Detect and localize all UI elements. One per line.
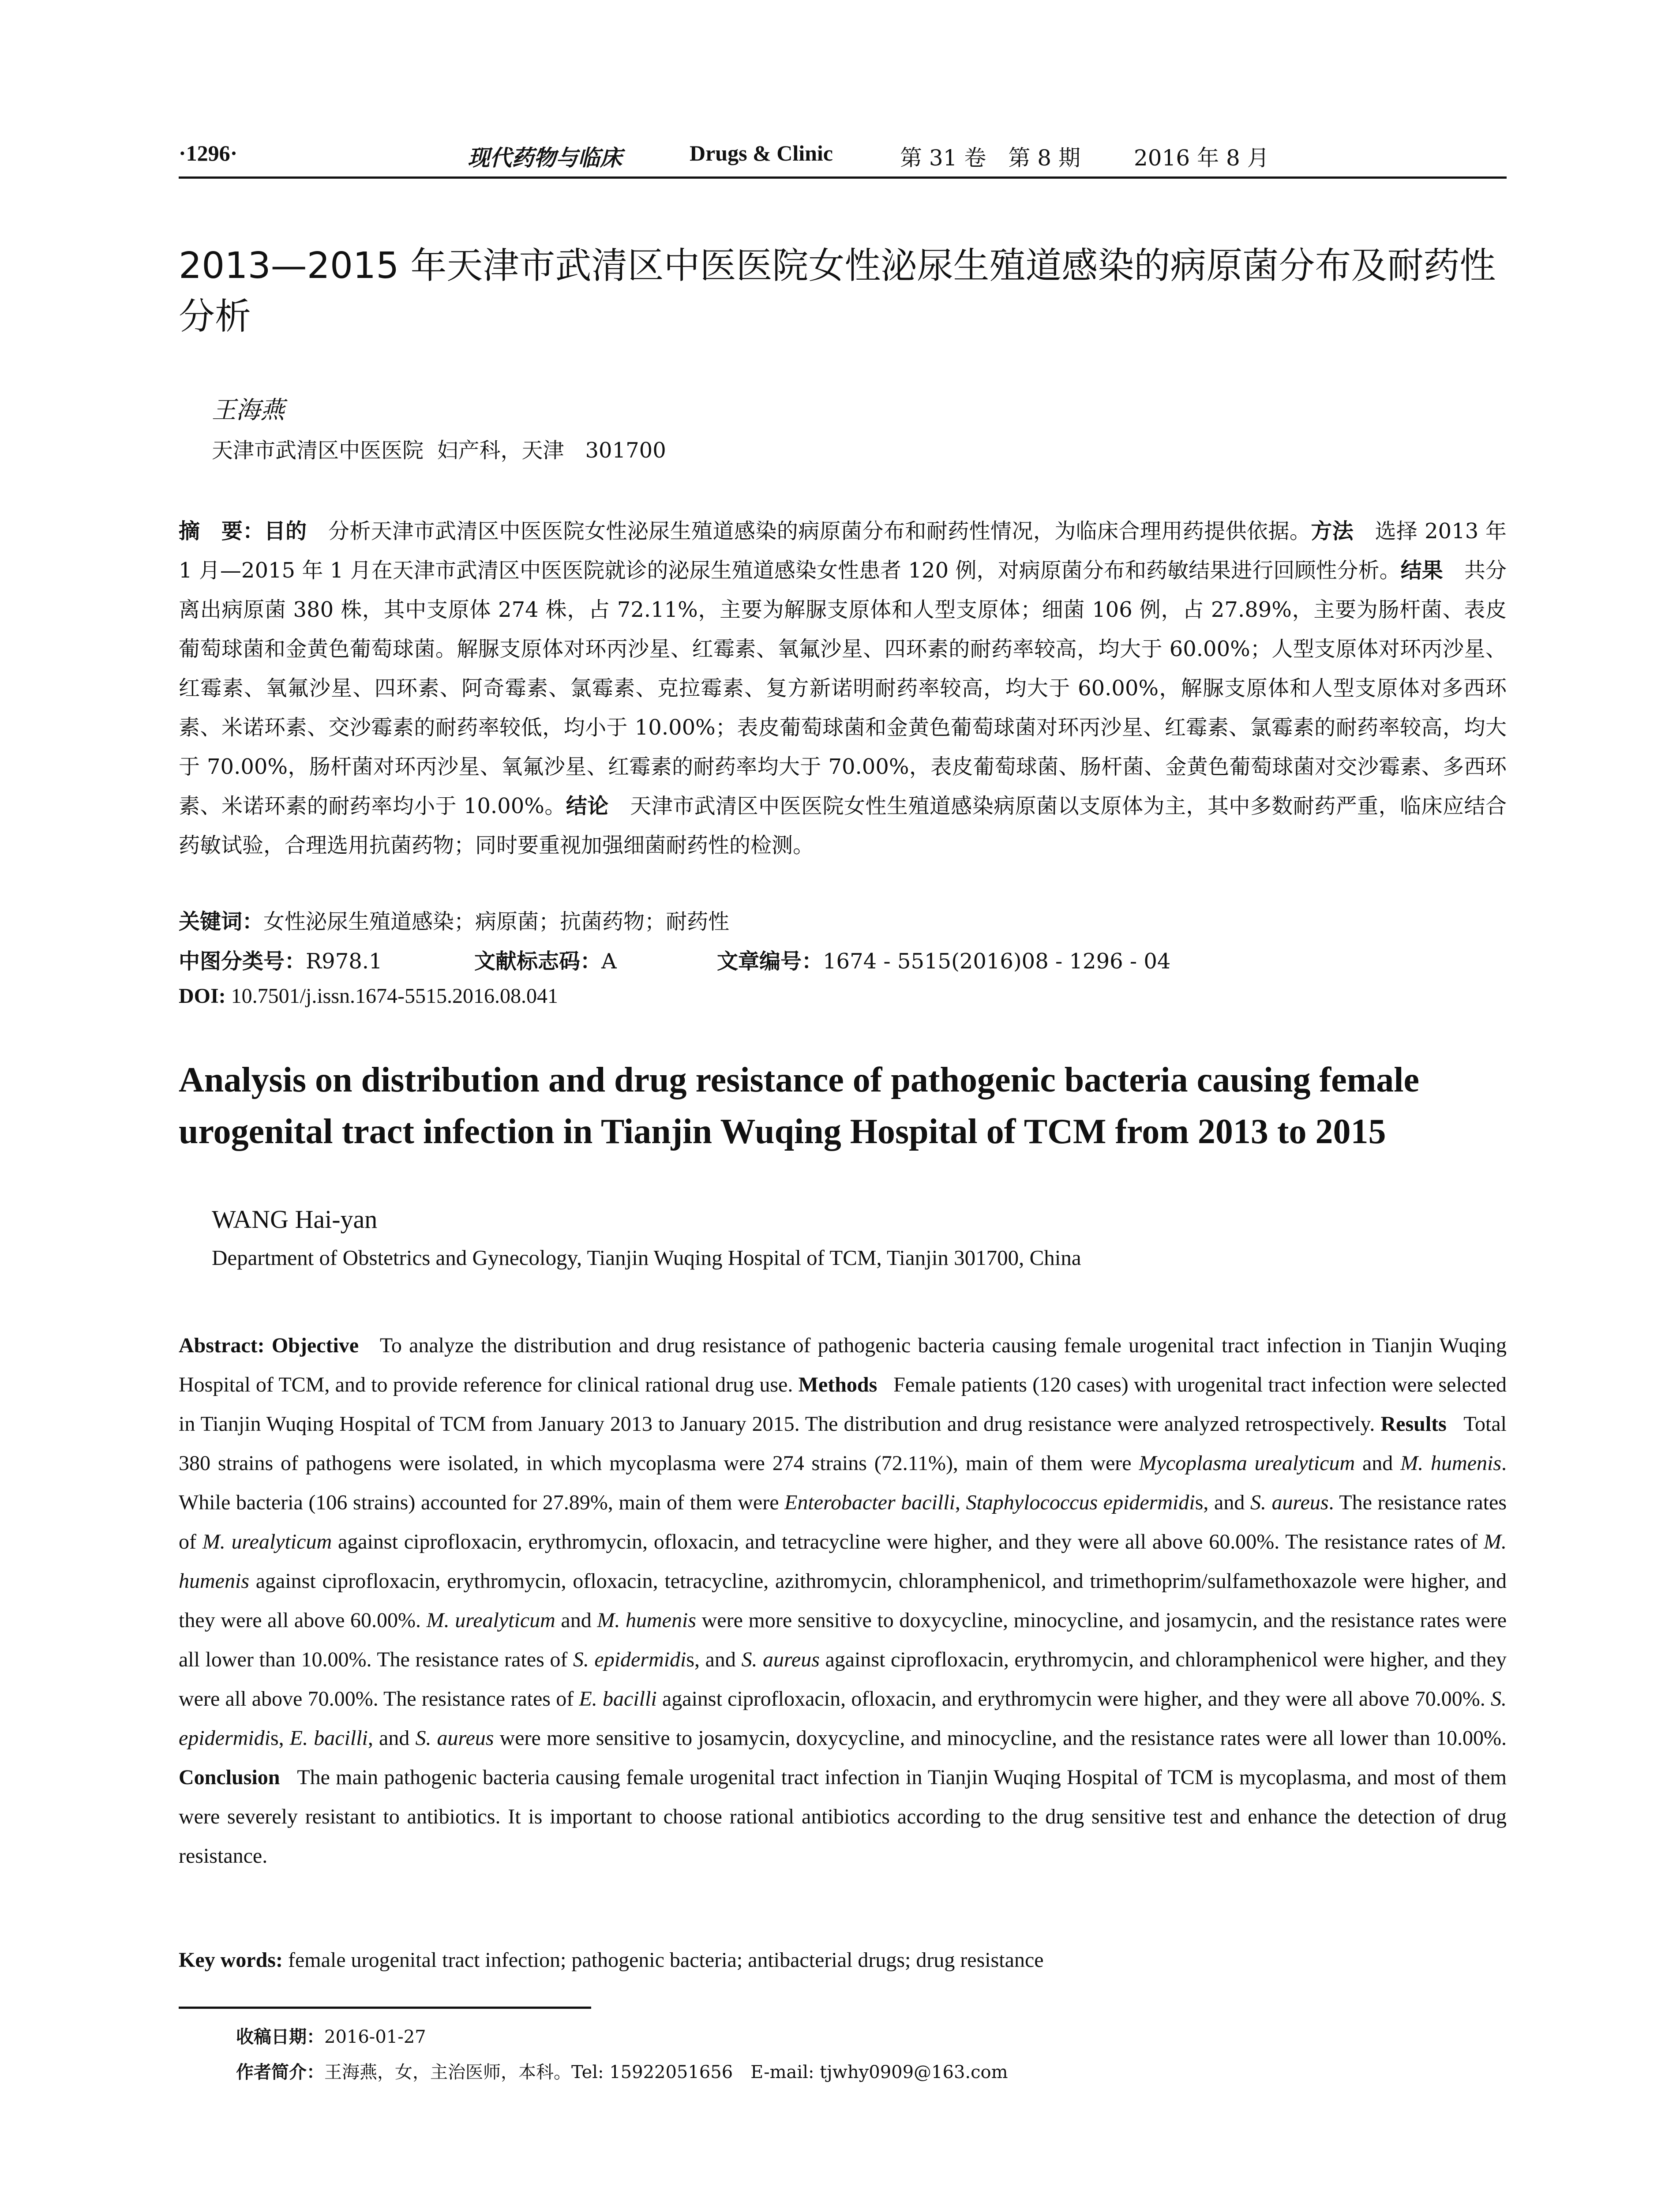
abstract-en-label: Abstract: bbox=[179, 1334, 265, 1357]
doc-code-value: A bbox=[601, 949, 617, 974]
abstract-en-text: , bbox=[955, 1491, 960, 1514]
clc-value: R978.1 bbox=[306, 949, 382, 974]
abstract-en-methods: Female patients (120 cases) with urogenital tract infection were selected in Tianjin Wuqing Hospital of TCM from January 2013 to January 2015. The distribution and drug resistance were analyzed retrospectively. bbox=[179, 1373, 1507, 1436]
abstract-cn-methods: 选择 2013 年 1 月—2015 年 1 月在天津市武清区中医医院就诊的泌尿生殖道感染女性患者 120 例，对病原菌分布和药敏结果进行回顾性分析。 bbox=[179, 519, 1507, 583]
journal-name-cn: 现代药物与临床 bbox=[468, 145, 622, 171]
title-cn: 2013—2015 年天津市武清区中医医院女性泌尿生殖道感染的病原菌分布及耐药性分析 bbox=[179, 245, 1496, 338]
bio-label: 作者简介： bbox=[236, 2062, 324, 2082]
species-name: M. urealyticum bbox=[426, 1609, 555, 1632]
species-name: Enterobacter bacilli bbox=[784, 1491, 955, 1514]
abstract-cn bbox=[179, 512, 1507, 865]
species-name: S. epidermidi bbox=[179, 1687, 1507, 1750]
abstract-en-results-2: . While bacteria (106 strains) accounted for 27.89%, main of them were bbox=[179, 1452, 1507, 1514]
abstract-cn-conclusion: 天津市武清区中医医院女性生殖道感染病原菌以支原体为主，其中多数耐药严重，临床应结合药敏试验，合理选用抗菌药物；同时要重视加强细菌耐药性的检测。 bbox=[179, 794, 1507, 858]
abstract-en-results-5: against ciprofloxacin, erythromycin, ofloxacin, tetracycline, azithromycin, chloramphenicol, and trimethoprim/sulfamethoxazole were higher, and they were all above 60.00%. bbox=[179, 1569, 1507, 1632]
species-name: E. bacilli bbox=[289, 1726, 368, 1750]
abstract-en-results-6: were more sensitive to doxycycline, minocycline, and josamycin, and the resistance rates were all lower than 10.00%. The resistance rates of bbox=[179, 1609, 1507, 1671]
footnote-received bbox=[236, 2023, 426, 2048]
abstract-cn-conclusion-label: 结论 bbox=[566, 794, 609, 818]
running-header bbox=[179, 140, 1507, 176]
species-name: M. humenis bbox=[597, 1609, 696, 1632]
affiliation-en: Department of Obstetrics and Gynecology, Tianjin Wuqing Hospital of TCM, Tianjin 301700, China bbox=[212, 1246, 1081, 1270]
abstract-en-text: and bbox=[561, 1609, 592, 1632]
journal-volume: 第 31 卷 第 8 期 bbox=[900, 145, 1081, 171]
abstract-en bbox=[179, 1326, 1507, 1876]
abstract-en-conclusion: The main pathogenic bacteria causing female urogenital tract infection in Tianjin Wuqing Hospital of TCM is mycoplasma, and most of them were severely resistant to antibiotics. It is important to choose rational antibiotics according to the drug sensitive test and enhance the detection of drug resistance. bbox=[179, 1766, 1507, 1868]
abstract-cn-objective-label: 目的 bbox=[264, 519, 307, 544]
abstract-en-results-1: Total 380 strains of pathogens were isolated, in which mycoplasma were 274 strains (72.11%), main of them were bbox=[179, 1412, 1507, 1475]
keywords-cn-label: 关键词： bbox=[179, 909, 264, 934]
species-name: Mycoplasma urealyticum bbox=[1139, 1452, 1355, 1475]
abstract-cn-results-label: 结果 bbox=[1400, 558, 1443, 583]
abstract-cn-methods-label: 方法 bbox=[1311, 519, 1354, 544]
header-rule bbox=[179, 176, 1507, 179]
abstract-en-methods-label: Methods bbox=[798, 1373, 878, 1396]
species-name: E. bacilli bbox=[579, 1687, 657, 1711]
article-number-label: 文章编号： bbox=[717, 949, 823, 974]
doi-line bbox=[179, 984, 1507, 1008]
keywords-cn-value: 女性泌尿生殖道感染；病原菌；抗菌药物；耐药性 bbox=[263, 909, 730, 934]
abstract-en-results-3: . The resistance rates of bbox=[179, 1491, 1507, 1553]
footnote-rule bbox=[179, 2007, 591, 2009]
abstract-en-text: , and bbox=[368, 1726, 410, 1750]
abstract-en-conclusion-label: Conclusion bbox=[179, 1766, 280, 1789]
keywords-en-label: Key words: bbox=[179, 1948, 283, 1972]
affiliation-cn: 天津市武清区中医医院 妇产科，天津 301700 bbox=[212, 438, 666, 463]
received-label: 收稿日期： bbox=[236, 2027, 324, 2047]
abstract-en-results-label: Results bbox=[1380, 1412, 1447, 1436]
abstract-en-results-8: against ciprofloxacin, ofloxacin, and erythromycin were higher, and they were all above 70.00%. bbox=[662, 1687, 1485, 1711]
author-en: WANG Hai-yan bbox=[212, 1205, 378, 1234]
abstract-en-text: s, and bbox=[1195, 1491, 1245, 1514]
article-number-group bbox=[717, 944, 1170, 975]
doi-value: 10.7501/j.issn.1674-5515.2016.08.041 bbox=[225, 984, 559, 1008]
species-name: Staphylococcus epidermidi bbox=[966, 1491, 1195, 1514]
keywords-en bbox=[179, 1948, 1507, 1972]
abstract-en-text: and bbox=[1362, 1452, 1393, 1475]
abstract-en-text: s, bbox=[270, 1726, 284, 1750]
species-name: M. humenis bbox=[1400, 1452, 1502, 1475]
species-name: S. epidermidi bbox=[573, 1648, 686, 1671]
footnote-author-bio bbox=[236, 2058, 1008, 2083]
bio-value: 王海燕，女，主治医师，本科。Tel: 15922051656 E-mail: tjwhy0909@163.com bbox=[324, 2062, 1008, 2082]
abstract-en-text: s, and bbox=[686, 1648, 736, 1671]
journal-name-en: Drugs & Clinic bbox=[690, 141, 833, 165]
article-number-value: 1674 - 5515(2016)08 - 1296 - 04 bbox=[823, 949, 1171, 974]
author-cn: 王海燕 bbox=[212, 396, 285, 424]
abstract-en-results-4: against ciprofloxacin, erythromycin, ofloxacin, and tetracycline were higher, and they were all above 60.00%. The resistance rates of bbox=[338, 1530, 1478, 1553]
species-name: S. aureus bbox=[415, 1726, 494, 1750]
species-name: S. aureus bbox=[741, 1648, 820, 1671]
page-number: ·1296· bbox=[179, 141, 238, 165]
clc-group bbox=[179, 944, 382, 975]
received-value: 2016-01-27 bbox=[324, 2027, 426, 2047]
species-name: M. urealyticum bbox=[202, 1530, 332, 1553]
abstract-en-objective-label: Objective bbox=[271, 1334, 359, 1357]
abstract-cn-label: 摘 要： bbox=[179, 519, 264, 544]
journal-date: 2016 年 8 月 bbox=[1134, 145, 1269, 171]
abstract-cn-results: 共分离出病原菌 380 株，其中支原体 274 株，占 72.11%，主要为解脲支原体和人型支原体；细菌 106 例，占 27.89%，主要为肠杆菌、表皮葡萄球菌和金黄色葡萄球菌。解脲支原体对环丙沙星、红霉素、氧氟沙星、四环素的耐药率较高，均大于 60.00%；人型支原体对环丙沙星、红霉素、氧氟沙星、四环素、阿奇霉素、氯霉素、克拉霉素、复方新诺明耐药率较高，均大于 60.00%，解脲支原体和人型支原体对多西环素、米诺环素、交沙霉素的耐药率较低，均小于 10.00%；表皮葡萄球菌和金黄色葡萄球菌对环丙沙星、红霉素、氯霉素的耐药率较高，均大于 70.00%，肠杆菌对环丙沙星、氧氟沙星、红霉素的耐药率均大于 70.00%，表皮葡萄球菌、肠杆菌、金黄色葡萄球菌对交沙霉素、多西环素、米诺环素的耐药率均小于 10.00%。 bbox=[179, 558, 1507, 818]
title-en: Analysis on distribution and drug resistance of pathogenic bacteria causing female urogenital tract infection in Tianjin Wuqing Hospital of TCM from 2013 to 2015 bbox=[179, 1061, 1419, 1151]
abstract-cn-objective: 分析天津市武清区中医医院女性泌尿生殖道感染的病原菌分布和耐药性情况，为临床合理用药提供依据。 bbox=[307, 519, 1311, 544]
abstract-en-objective: To analyze the distribution and drug resistance of pathogenic bacteria causing female urogenital tract infection in Tianjin Wuqing Hospital of TCM, and to provide reference for clinical rational drug use. bbox=[179, 1334, 1507, 1396]
clc-label: 中图分类号： bbox=[179, 949, 306, 974]
doc-code-label: 文献标志码： bbox=[474, 949, 602, 974]
abstract-en-results-9: were more sensitive to josamycin, doxycycline, and minocycline, and the resistance rates were all lower than 10.00%. bbox=[499, 1726, 1507, 1750]
keywords-en-value: female urogenital tract infection; pathogenic bacteria; antibacterial drugs; drug resistance bbox=[282, 1948, 1044, 1972]
doi-label: DOI: bbox=[179, 984, 226, 1008]
doc-code-group bbox=[474, 944, 617, 975]
species-name: S. aureus bbox=[1250, 1491, 1329, 1514]
keywords-cn bbox=[179, 904, 1507, 935]
species-name: M. humenis bbox=[179, 1530, 1507, 1593]
abstract-en-results-7: against ciprofloxacin, erythromycin, and chloramphenicol were higher, and they were all above 70.00%. The resistance rates of bbox=[179, 1648, 1507, 1711]
